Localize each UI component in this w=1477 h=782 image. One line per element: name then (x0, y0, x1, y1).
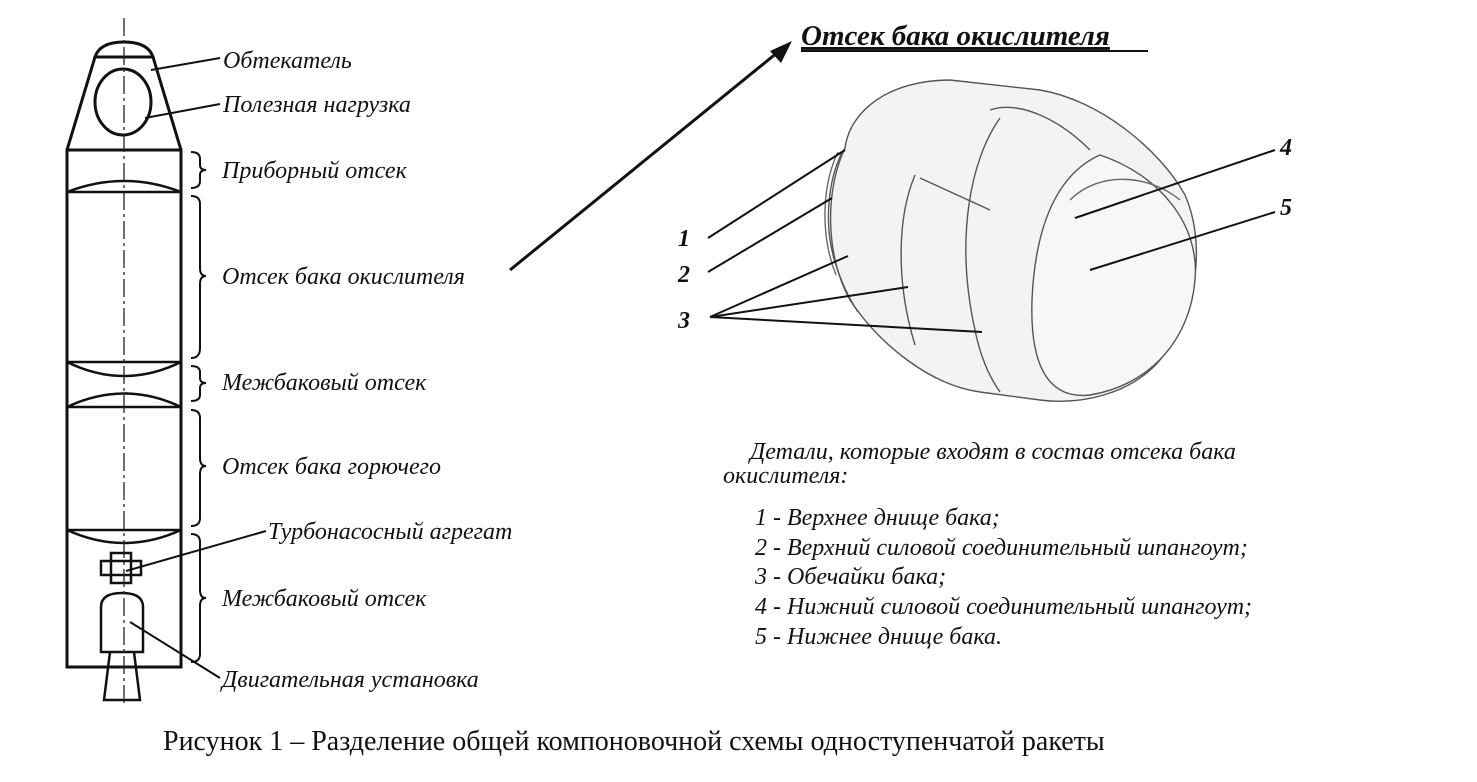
label-engine: Двигательная установка (222, 667, 479, 693)
label-fairing: Обтекатель (223, 48, 352, 74)
combustion-chamber (101, 593, 143, 652)
callout-2: 2 (678, 262, 690, 288)
label-intertank-1: Межбаковый отсек (222, 370, 427, 396)
brace-instrument (191, 152, 206, 188)
details-intro-line1: Детали, которые входят в состав отсека бака (750, 439, 1236, 465)
details-intro-line2: окислителя: (723, 463, 849, 489)
brace-oxidizer (191, 196, 206, 358)
details-item-5: 5 - Нижнее днище бака. (755, 624, 1002, 650)
details-item-2: 2 - Верхний силовой соединительный шпангоут; (755, 535, 1248, 561)
label-instrument-compartment: Приборный отсек (222, 158, 407, 184)
details-item-3: 3 - Обечайки бака; (755, 564, 947, 590)
brace-fuel (191, 410, 206, 526)
callout-5: 5 (1280, 195, 1292, 221)
figure-caption: Рисунок 1 – Разделение общей компоновочной схемы одноступенчатой ракеты (163, 726, 1105, 757)
label-fuel-compartment: Отсек бака горючего (222, 454, 442, 480)
label-turbopump: Турбонасосный агрегат (268, 519, 513, 545)
pointer-arrow (510, 41, 792, 270)
payload-ellipse (95, 69, 151, 135)
callout-4: 4 (1280, 135, 1292, 161)
tank-title: Отсек бака окислителя (801, 20, 1110, 52)
details-item-4: 4 - Нижний силовой соединительный шпангоут; (755, 594, 1253, 620)
label-oxidizer-compartment: Отсек бака окислителя (222, 264, 465, 290)
brace-intertank-1 (191, 366, 206, 401)
tank-drawing (825, 80, 1196, 401)
label-payload: Полезная нагрузка (223, 92, 411, 118)
callout-3: 3 (678, 308, 690, 334)
rocket-braces (191, 152, 206, 662)
nozzle (104, 652, 140, 700)
brace-intertank-2 (191, 534, 206, 662)
turbopump-body (111, 553, 131, 583)
details-item-1: 1 - Верхнее днище бака; (755, 505, 1000, 531)
callout-1: 1 (678, 226, 690, 252)
label-intertank-2: Межбаковый отсек (222, 586, 427, 612)
